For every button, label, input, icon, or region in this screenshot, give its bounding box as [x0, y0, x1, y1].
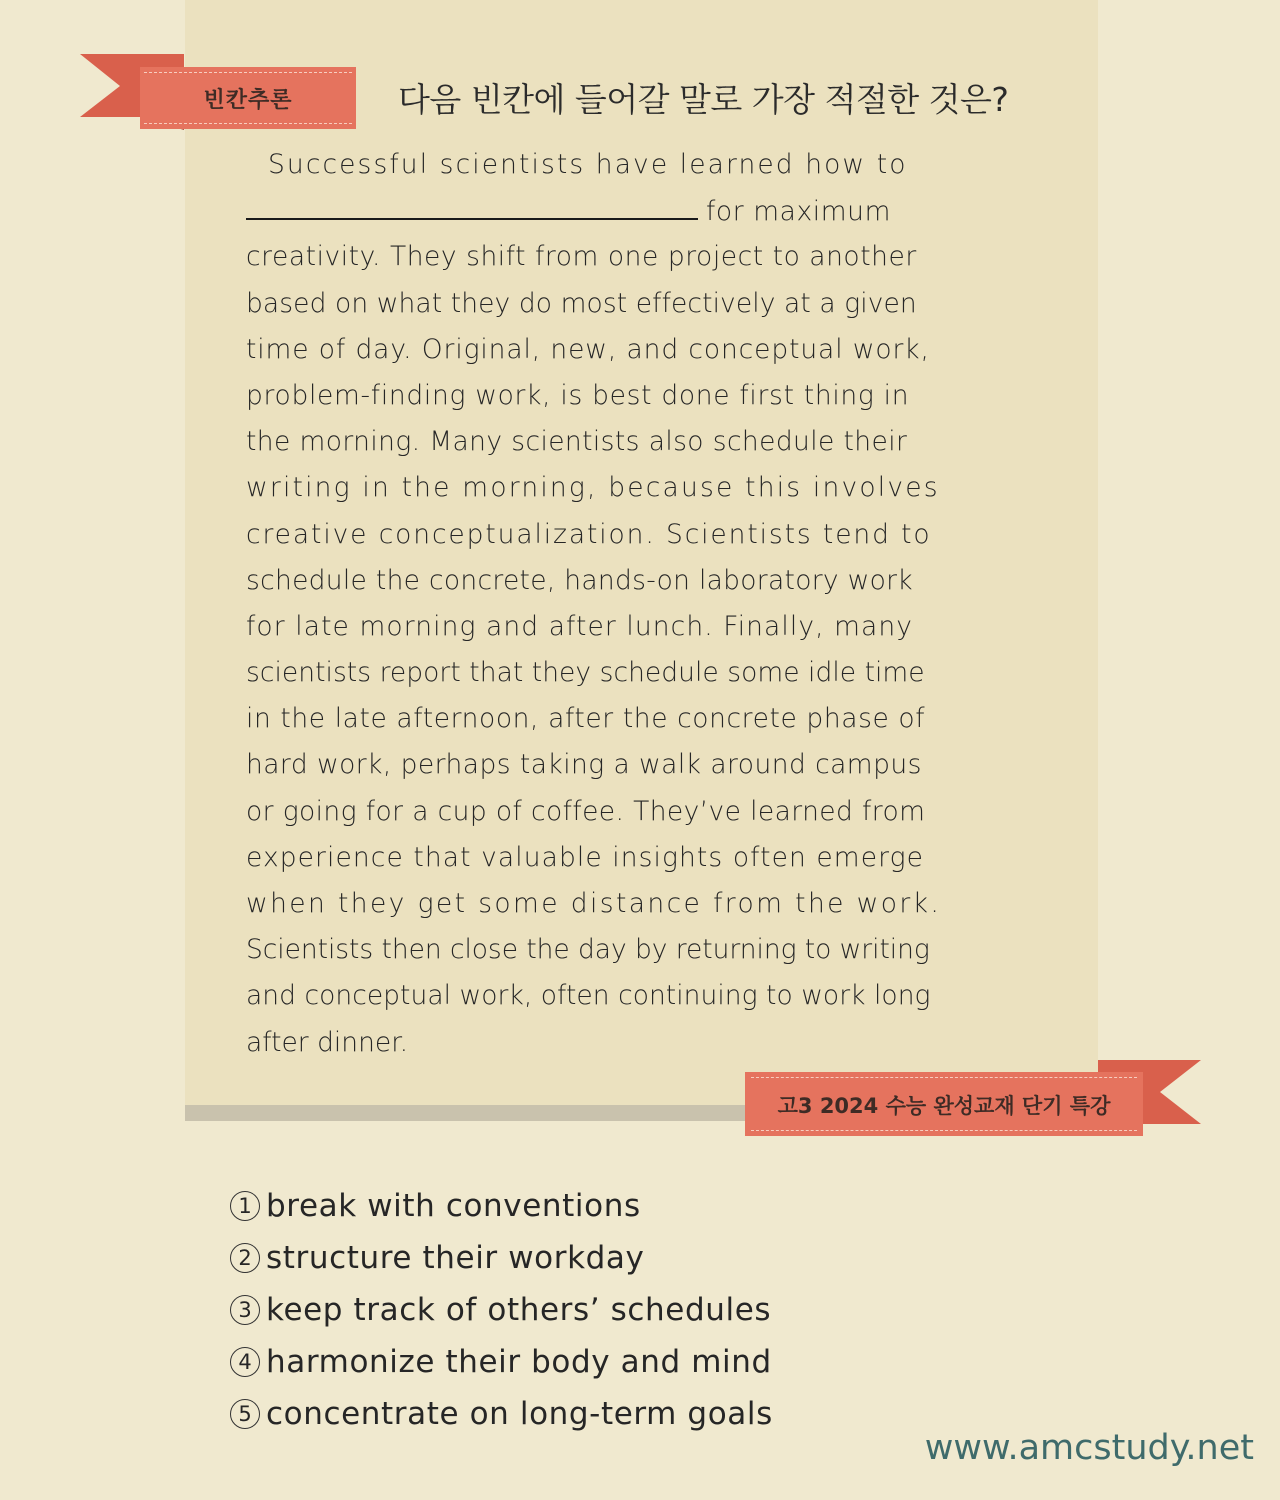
question-type-label: 빈칸추론: [203, 88, 293, 113]
passage-line: when they get some distance from the work.: [246, 888, 942, 919]
passage-line: creativity. They shift from one project to another: [246, 241, 917, 273]
website-link[interactable]: www.amcstudy.net: [924, 1428, 1254, 1468]
option-number: 1: [230, 1191, 260, 1221]
option-3[interactable]: [230, 1284, 773, 1336]
passage-line: time of day. Original, new, and conceptual work,: [246, 333, 930, 365]
option-text: harmonize their body and mind: [266, 1344, 772, 1380]
passage-line: Scientists then close the day by returning to writing: [246, 934, 930, 966]
option-text: break with conventions: [266, 1188, 641, 1224]
option-4[interactable]: [230, 1336, 773, 1388]
option-text: structure their workday: [266, 1240, 645, 1276]
passage: [246, 142, 962, 1066]
option-number: 5: [230, 1399, 260, 1429]
passage-line: problem-finding work, is best done first thing in: [246, 379, 910, 411]
question-type-tag: [140, 67, 356, 129]
source-label: 고3 2024 수능 완성교재 단기 특강: [777, 1094, 1111, 1118]
question-title: 다음 빈칸에 들어갈 말로 가장 적절한 것은?: [398, 80, 1009, 119]
passage-line: schedule the concrete, hands-on laboratory work: [246, 564, 913, 596]
option-5[interactable]: [230, 1388, 773, 1440]
passage-line: based on what they do most effectively at a given: [246, 287, 917, 319]
answer-blank: [246, 188, 698, 220]
passage-line: after dinner.: [246, 1026, 409, 1058]
answer-options: [230, 1180, 773, 1440]
passage-line: the morning. Many scientists also schedule their: [246, 426, 908, 458]
passage-line: writing in the morning, because this involves: [246, 472, 940, 504]
passage-line: and conceptual work, often continuing to work long: [246, 980, 931, 1012]
option-number: 4: [230, 1347, 260, 1377]
option-1[interactable]: [230, 1180, 773, 1232]
passage-line: Successful scientists have learned how to: [268, 149, 908, 180]
option-text: concentrate on long-term goals: [266, 1396, 773, 1432]
passage-line: hard work, perhaps taking a walk around campus: [246, 749, 922, 781]
passage-line-blank: [246, 188, 962, 234]
passage-line: for maximum: [706, 196, 891, 228]
option-text: keep track of others’ schedules: [266, 1292, 772, 1328]
option-number: 2: [230, 1243, 260, 1273]
passage-line: in the late afternoon, after the concrete phase of: [246, 703, 926, 735]
option-2[interactable]: [230, 1232, 773, 1284]
passage-line: for late morning and after lunch. Finally, many: [246, 610, 914, 642]
passage-line: experience that valuable insights often emerge: [246, 841, 925, 873]
source-tag: [745, 1072, 1143, 1136]
passage-line: or going for a cup of coffee. They’ve learned from: [246, 795, 926, 827]
passage-line: creative conceptualization. Scientists tend to: [246, 518, 932, 550]
passage-line: scientists report that they schedule some idle time: [246, 657, 925, 689]
option-number: 3: [230, 1295, 260, 1325]
